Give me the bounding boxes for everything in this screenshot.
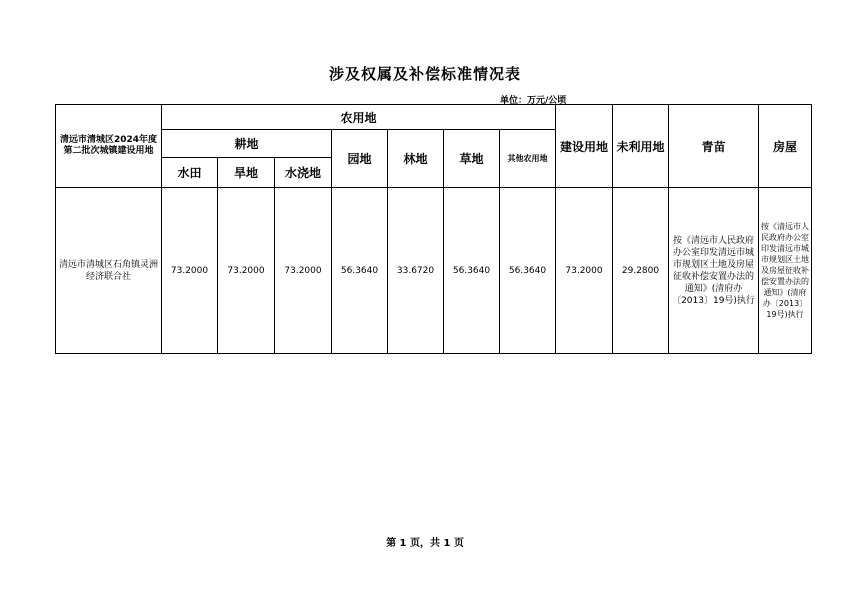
cell-paddy: 73.2000 [162, 188, 218, 354]
header-agri-land: 农用地 [162, 105, 556, 130]
header-dry: 旱地 [218, 158, 275, 188]
cell-name: 清远市清城区石角镇灵洲经济联合社 [56, 188, 162, 354]
header-area-name: 清远市清城区2024年度第二批次城镇建设用地 [56, 105, 162, 188]
cell-other-agri: 56.3640 [500, 188, 556, 354]
cell-seedling: 按《清远市人民政府办公室印发清远市城市规划区土地及房屋征收补偿安置办法的通知》(清府办〔2013〕19号)执行 [669, 188, 759, 354]
header-garden: 园地 [332, 130, 388, 188]
header-cultivated: 耕地 [162, 130, 332, 158]
header-paddy: 水田 [162, 158, 218, 188]
cell-unused: 29.2800 [613, 188, 669, 354]
cell-construction: 73.2000 [556, 188, 613, 354]
header-unused: 未利用地 [613, 105, 669, 188]
cell-grass: 56.3640 [444, 188, 500, 354]
cell-garden: 56.3640 [332, 188, 388, 354]
header-housing: 房屋 [759, 105, 812, 188]
unit-label: 单位：万元/公顷 [500, 96, 567, 106]
cell-irrigated: 73.2000 [275, 188, 332, 354]
header-forest: 林地 [388, 130, 444, 188]
cell-housing: 按《清远市人民政府办公室印发清远市城市规划区土地及房屋征收补偿安置办法的通知》(清府办〔2013〕19号)执行 [759, 188, 812, 354]
table-row [56, 188, 812, 354]
compensation-table [55, 104, 812, 354]
page-title: 涉及权属及补偿标准情况表 [328, 65, 521, 83]
cell-dry: 73.2000 [218, 188, 275, 354]
page-footer: 第 1 页，共 1 页 [386, 538, 464, 549]
header-irrigated: 水浇地 [275, 158, 332, 188]
header-construction: 建设用地 [556, 105, 613, 188]
cell-forest: 33.6720 [388, 188, 444, 354]
header-grass: 草地 [444, 130, 500, 188]
header-seedling: 青苗 [669, 105, 759, 188]
header-other-agri: 其他农用地 [500, 130, 556, 188]
